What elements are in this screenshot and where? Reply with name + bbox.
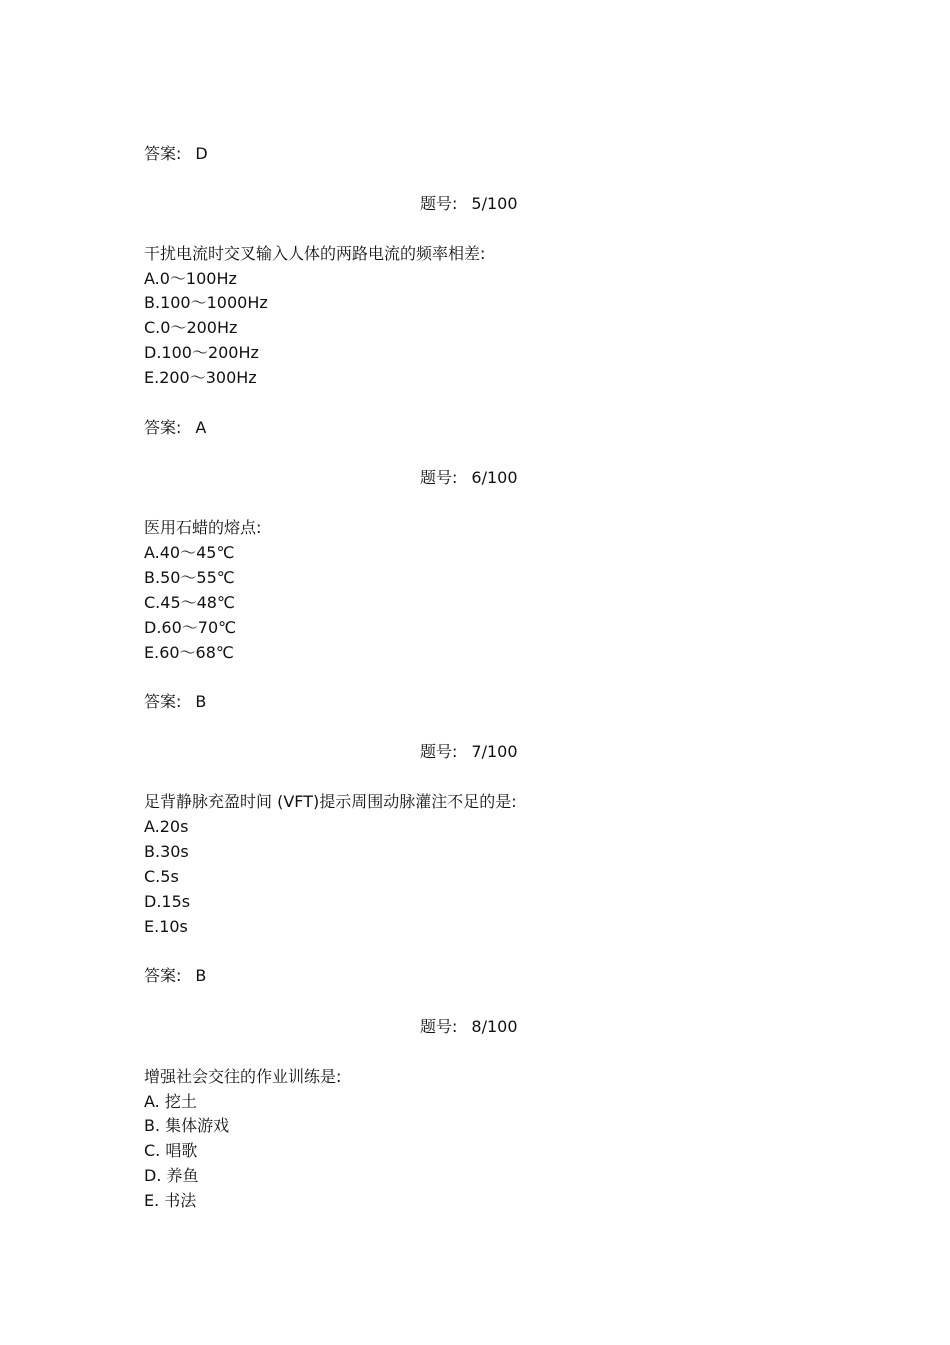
option-a: A.40～45℃	[144, 543, 235, 562]
answer-label: 答案:	[144, 418, 182, 437]
option-d: D.60～70℃	[144, 618, 237, 637]
answer-line	[144, 966, 206, 986]
answer-value: B	[195, 692, 207, 711]
option-b: B.30s	[144, 842, 189, 861]
question-number	[420, 1017, 518, 1037]
number-label: 题号:	[420, 1017, 458, 1036]
option-b: B.50～55℃	[144, 568, 235, 587]
question-stem: 增强社会交往的作业训练是:	[144, 1067, 342, 1086]
option-e: E.10s	[144, 917, 188, 936]
option-e: E. 书法	[144, 1191, 197, 1210]
question-number	[420, 742, 518, 762]
option-e: E.200～300Hz	[144, 368, 257, 387]
option-d: D.100～200Hz	[144, 343, 259, 362]
number-value: 6/100	[471, 468, 518, 487]
number-label: 题号:	[420, 742, 458, 761]
answer-value: B	[195, 966, 207, 985]
answer-line	[144, 144, 208, 164]
question-stem: 医用石蜡的熔点:	[144, 518, 262, 537]
option-c: C. 唱歌	[144, 1141, 198, 1160]
number-value: 7/100	[471, 742, 518, 761]
question-stem: 足背静脉充盈时间 (VFT)提示周围动脉灌注不足的是:	[144, 792, 517, 811]
option-b: B.100～1000Hz	[144, 293, 268, 312]
number-value: 5/100	[471, 194, 518, 213]
option-c: C.5s	[144, 867, 179, 886]
number-label: 题号:	[420, 468, 458, 487]
number-label: 题号:	[420, 194, 458, 213]
option-e: E.60～68℃	[144, 643, 234, 662]
option-a: A. 挖土	[144, 1092, 197, 1111]
option-a: A.0～100Hz	[144, 269, 237, 288]
answer-line	[144, 418, 206, 438]
answer-label: 答案:	[144, 966, 182, 985]
option-d: D.15s	[144, 892, 191, 911]
answer-value: A	[195, 418, 207, 437]
question-number	[420, 468, 518, 488]
answer-value: D	[195, 144, 208, 163]
option-c: C.45～48℃	[144, 593, 235, 612]
option-a: A.20s	[144, 817, 189, 836]
answer-label: 答案:	[144, 144, 182, 163]
answer-label: 答案:	[144, 692, 182, 711]
answer-line	[144, 692, 206, 712]
option-d: D. 养鱼	[144, 1166, 199, 1185]
option-c: C.0～200Hz	[144, 318, 238, 337]
question-number	[420, 194, 518, 214]
option-b: B. 集体游戏	[144, 1116, 230, 1135]
number-value: 8/100	[471, 1017, 518, 1036]
question-stem: 干扰电流时交叉输入人体的两路电流的频率相差:	[144, 244, 486, 263]
